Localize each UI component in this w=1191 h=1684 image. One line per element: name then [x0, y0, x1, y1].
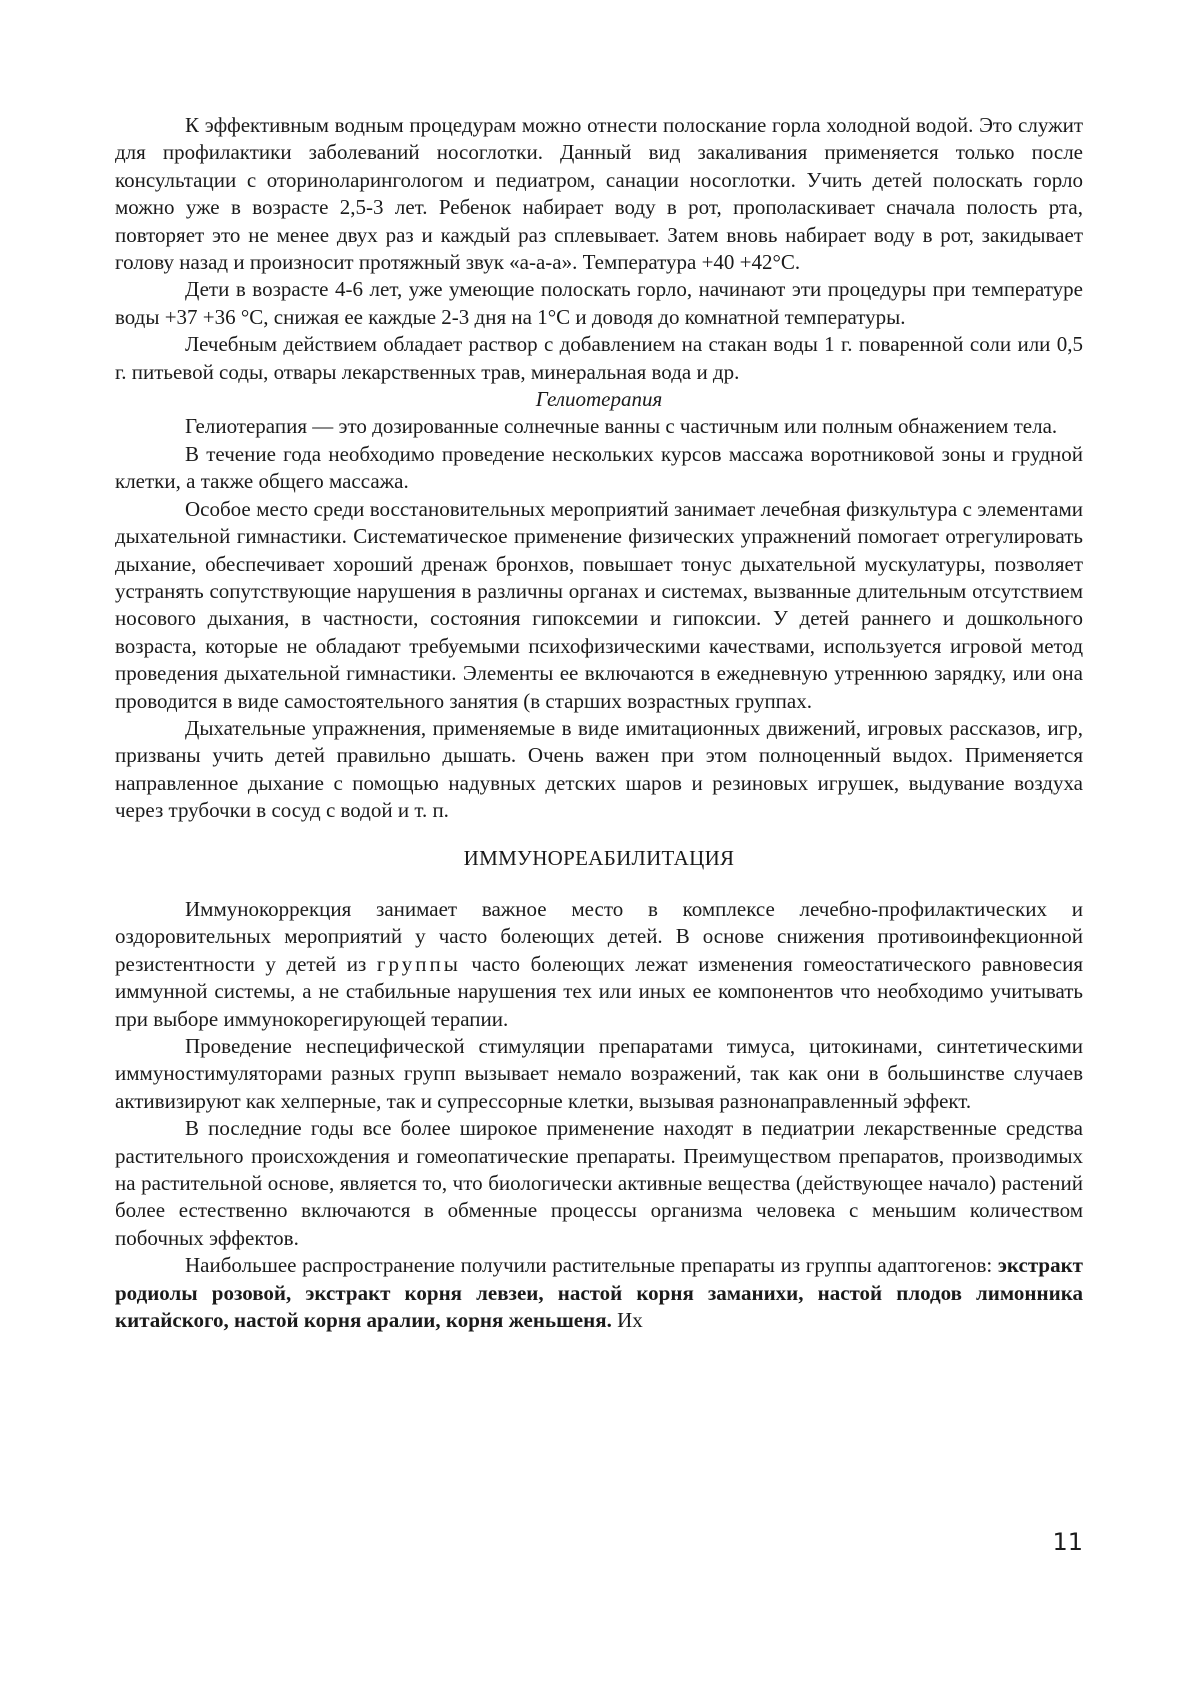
paragraph-heliotherapy: Гелиотерапия — это дозированные солнечные ванны с частичным или полным обнажением тела.	[185, 414, 1058, 439]
text-segment: Наибольшее распространение получили растительные препараты из группы адаптогенов:	[185, 1253, 998, 1278]
paragraph-immunocorrection	[115, 896, 1083, 1033]
section-title-immunorehabilitation: ИММУНОРЕАБИЛИТАЦИЯ	[463, 845, 735, 870]
text-segment: часто болеющих лежат изменения гомеостатического равновесия иммунной системы, а не стабильные нарушения тех или иных ее компонентов что необходимо учитывать при выборе иммунокорегирующей терапии.	[115, 951, 1083, 1031]
text-segment: Иммунокоррекция занимает важное место в комплексе лечебно-профилактических и оздоровительных мероприятий у часто болеющих детей. В основе снижения противоинфекционной резистентности у детей из	[115, 896, 1083, 976]
page-number: 11	[1052, 1528, 1083, 1556]
document-page	[115, 112, 1083, 1334]
paragraph-age-4-6: Дети в возрасте 4-6 лет, уже умеющие полоскать горло, начинают эти процедуры при температуре воды +37 +36 °С, снижая ее каждые 2-3 дня на 1°С и доводя до комнатной температуры.	[115, 277, 1083, 329]
text-segment: Их	[611, 1308, 643, 1333]
paragraph-herbal-remedies: В последние годы все более широкое применение находят в педиатрии лекарственные средства растительного происхождения и гомеопатические препараты. Преимуществом препаратов, производимых на растительной основе, является то, что биологически активные вещества (действующее начало) растений более естественно включаются в обменные процессы организма человека с меньшим количеством побочных эффектов.	[115, 1116, 1083, 1250]
paragraph-nonspecific-stimulation: Проведение неспецифической стимуляции препаратами тимуса, цитокинами, синтетическими иммуностимуляторами разных групп вызывает немало возражений, так как они в большинстве случаев активизируют как хелперные, так и супрессорные клетки, вызывая разнонаправленный эффект.	[115, 1034, 1083, 1113]
spaced-word: группы	[376, 951, 461, 976]
paragraph-solution: Лечебным действием обладает раствор с добавлением на стакан воды 1 г. поваренной соли или 0,5 г. питьевой соды, отвары лекарственных трав, минеральная вода и др.	[115, 332, 1083, 384]
bold-adaptogen-list: экстракт родиолы розовой, экстракт корня левзеи, настой корня заманихи, настой плодов лимонника китайского, настой корня аралии, корня женьшеня.	[115, 1253, 1083, 1333]
paragraph-physiotherapy: Особое место среди восстановительных мероприятий занимает лечебная физкультура с элементами дыхательной гимнастики. Систематическое применение физических упражнений помогает отрегулировать дыхание, обеспечивает хороший дренаж бронхов, повышает тонус дыхательной мускулатуры, позволяет устранять сопутствующие нарушения в различны органах и системах, вызванные длительным отсутствием носового дыхания, в частности, состояния гипоксемии и гипоксии. У детей раннего и дошкольного возраста, которые не обладают требуемыми психофизическими качествами, используется игровой метод проведения дыхательной гимнастики. Элементы ее включаются в ежедневную утреннюю зарядку, или она проводится в виде самостоятельного занятия (в старших возрастных группах.	[115, 496, 1083, 713]
paragraph-adaptogens	[115, 1252, 1083, 1334]
paragraph-massage: В течение года необходимо проведение нескольких курсов массажа воротниковой зоны и грудной клетки, а также общего массажа.	[115, 441, 1083, 494]
paragraph-breathing-exercises: Дыхательные упражнения, применяемые в виде имитационных движений, игровых рассказов, игр, призваны учить детей правильно дышать. Очень важен при этом полноценный выдох. Применяется направленное дыхание с помощью надувных детских шаров и резиновых игрушек, выдувание воздуха через трубочки в сосуд с водой и т. п.	[115, 715, 1083, 823]
paragraph-gargling: К эффективным водным процедурам можно отнести полоскание горла холодной водой. Это служит для профилактики заболеваний носоглотки. Данный вид закаливания применяется только после консультации с оториноларингологом и педиатром, санации носоглотки. Учить детей полоскать горло можно уже в возрасте 2,5-3 лет. Ребенок набирает воду в рот, прополаскивает сначала полость рта, повторяет это не менее двух раз и каждый раз сплевывает. Затем вновь набирает воду в рот, закидывает голову назад и произносит протяжный звук «а-а-а». Температура +40 +42°С.	[115, 113, 1083, 275]
subtitle-heliotherapy: Гелиотерапия	[535, 387, 663, 412]
